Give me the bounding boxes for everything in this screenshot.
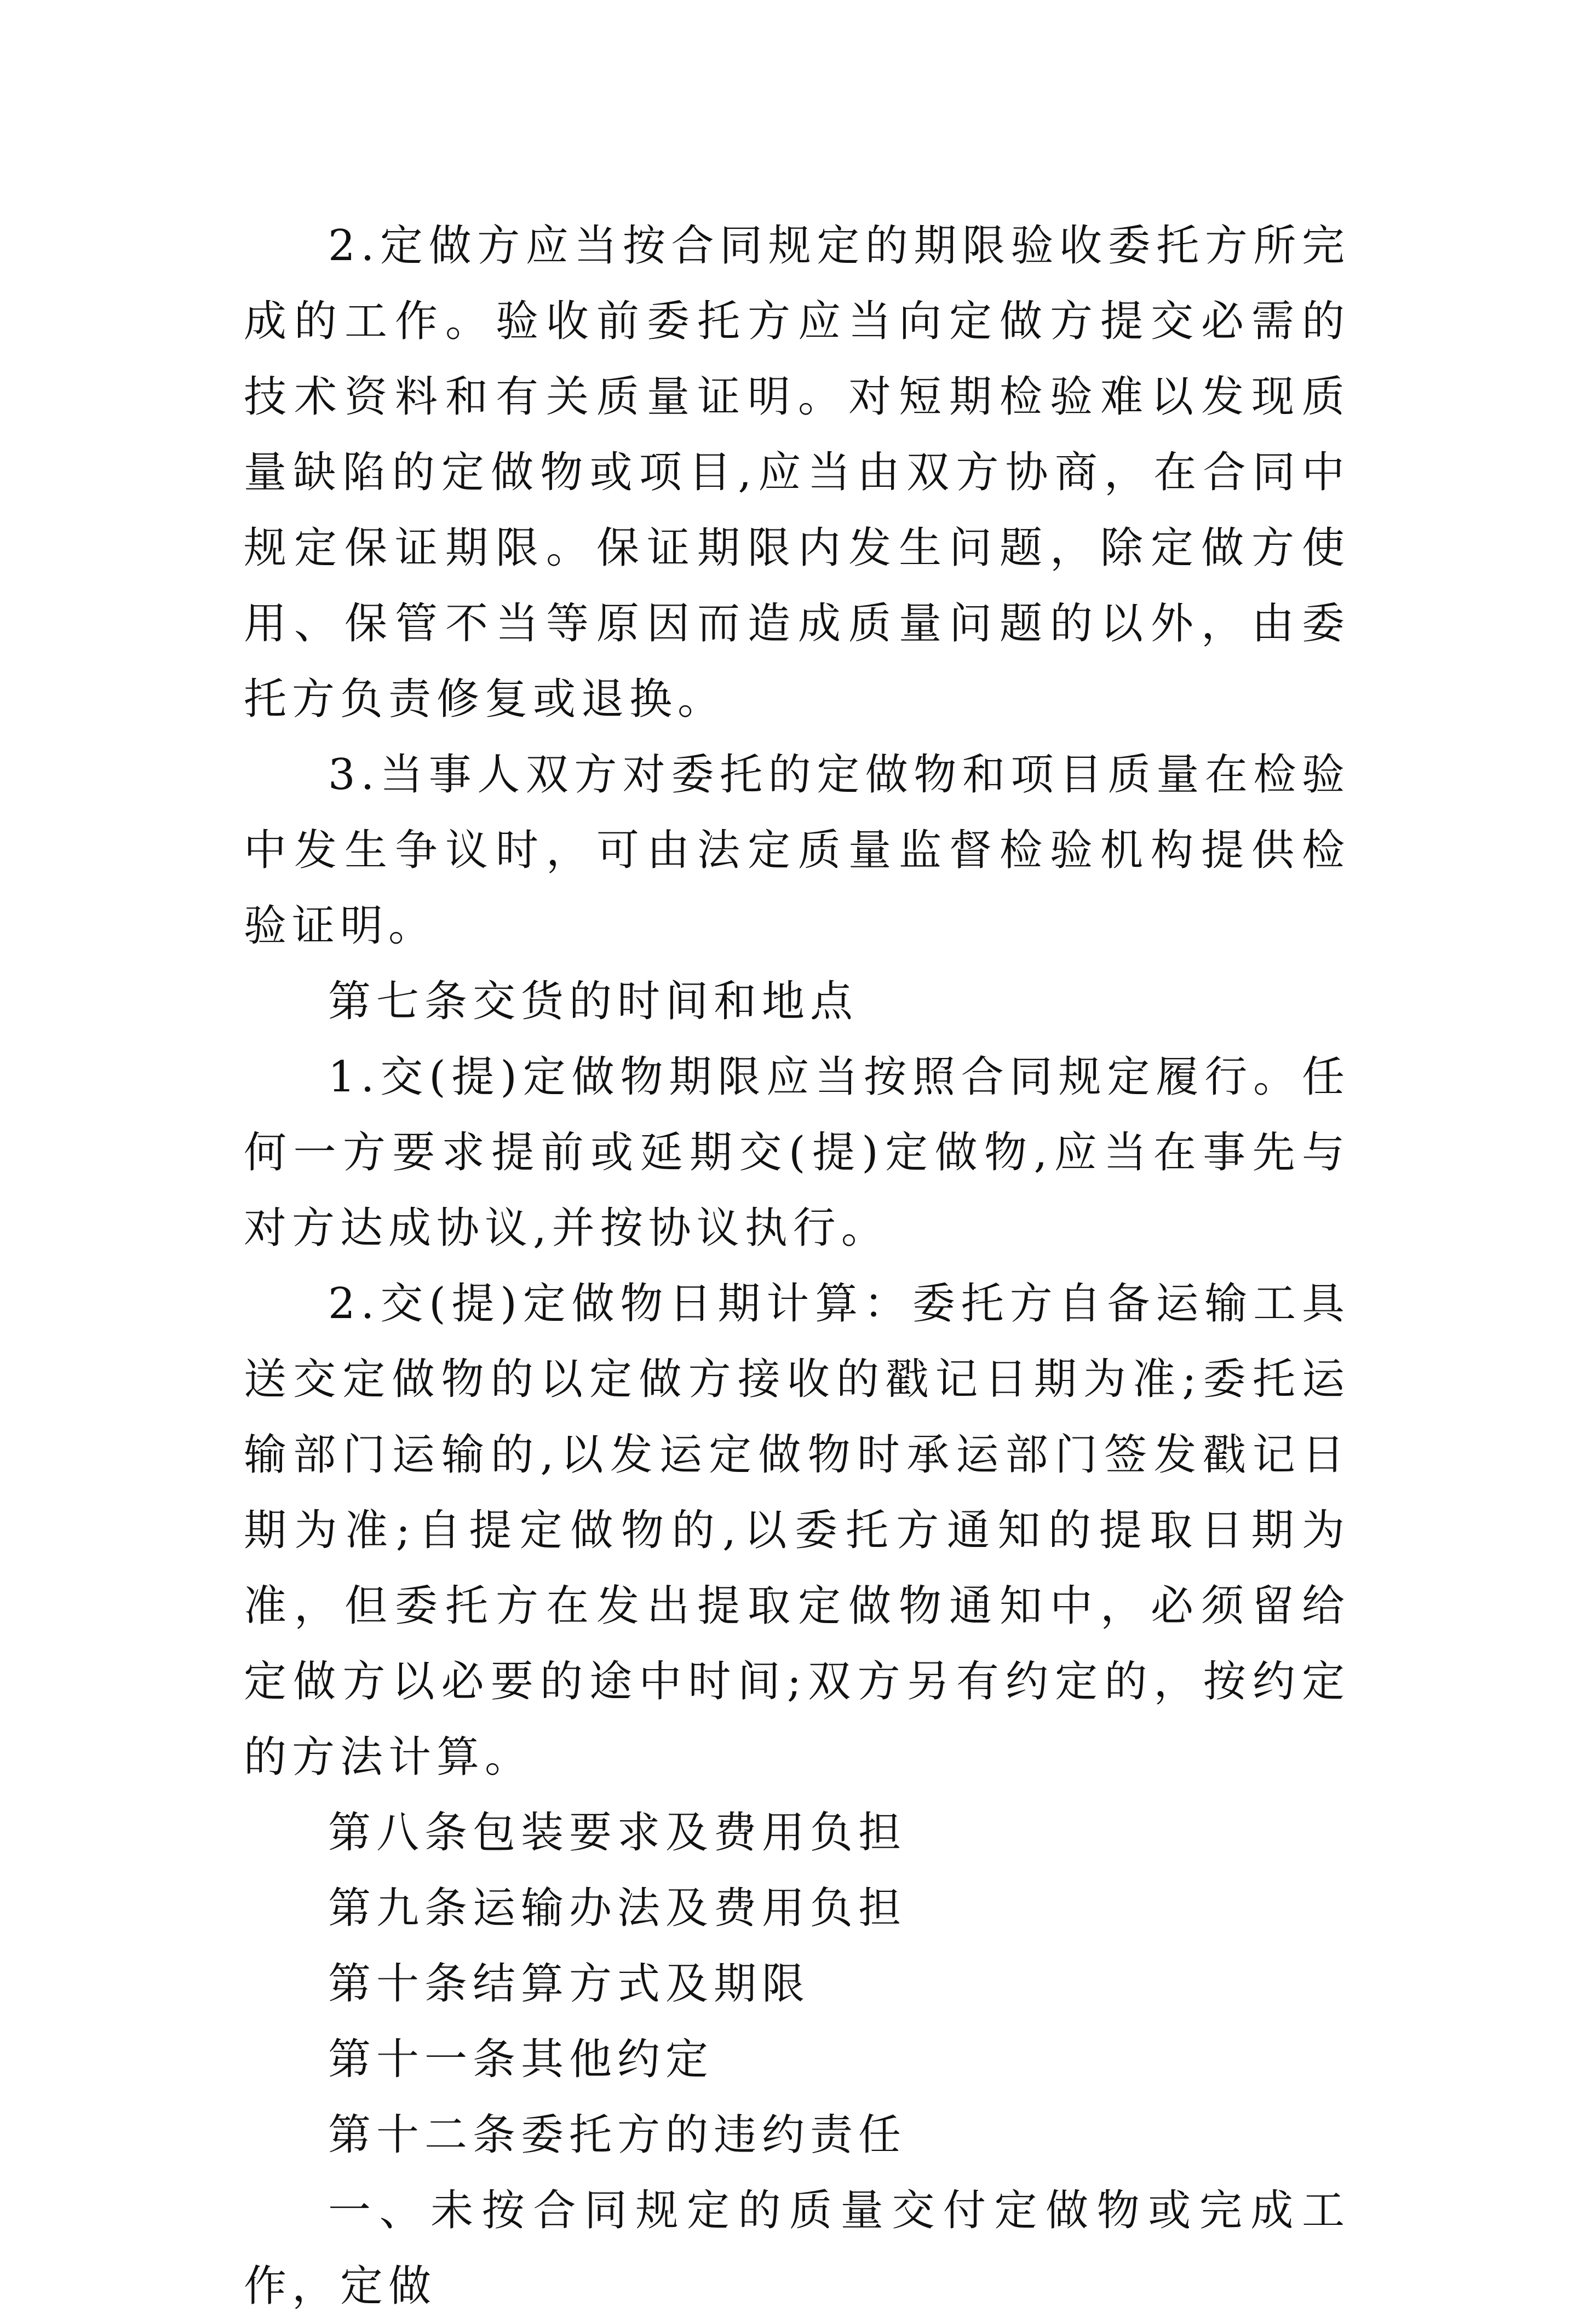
- heading-article-11: 第十一条其他约定: [328, 2035, 714, 2084]
- document-body: [244, 208, 1350, 2324]
- paragraph-acceptance-inspection: 2.定做方应当按合同规定的期限验收委托方所完成的工作。验收前委托方应当向定做方提交必需的技术资料和有关质量证明。对短期检验难以发现质量缺陷的定做物或项目,应当由双方协商，在合同中规定保证期限。保证期限内发生问题，除定做方使用、保管不当等原因而造成质量问题的以外，由委托方负责修复或退换。: [244, 221, 1350, 724]
- heading-article-9: 第九条运输办法及费用负担: [328, 1884, 907, 1933]
- paragraph-breach-item-1: 一、未按合同规定的质量交付定做物或完成工作，定做: [244, 2186, 1350, 2311]
- paragraph-delivery-date-calculation: 2.交(提)定做物日期计算：委托方自备运输工具送交定做物的以定做方接收的戳记日期为准;委托运输部门运输的,以发运定做物时承运部门签发戳记日期为准;自提定做物的,以委托方通知的提取日期为准，但委托方在发出提取定做物通知中，必须留给定做方以必要的途中时间;双方另有约定的，按约定的方法计算。: [244, 1279, 1350, 1782]
- heading-article-10: 第十条结算方式及期限: [328, 1959, 811, 2009]
- paragraph-quality-dispute: 3.当事人双方对委托的定做物和项目质量在检验中发生争议时，可由法定质量监督检验机构提供检验证明。: [244, 750, 1350, 951]
- paragraph-delivery-period: 1.交(提)定做物期限应当按照合同规定履行。任何一方要求提前或延期交(提)定做物,应当在事先与对方达成协议,并按协议执行。: [244, 1052, 1350, 1253]
- heading-article-8: 第八条包装要求及费用负担: [328, 1808, 907, 1857]
- heading-article-12: 第十二条委托方的违约责任: [328, 2110, 907, 2160]
- heading-article-7: 第七条交货的时间和地点: [328, 977, 859, 1026]
